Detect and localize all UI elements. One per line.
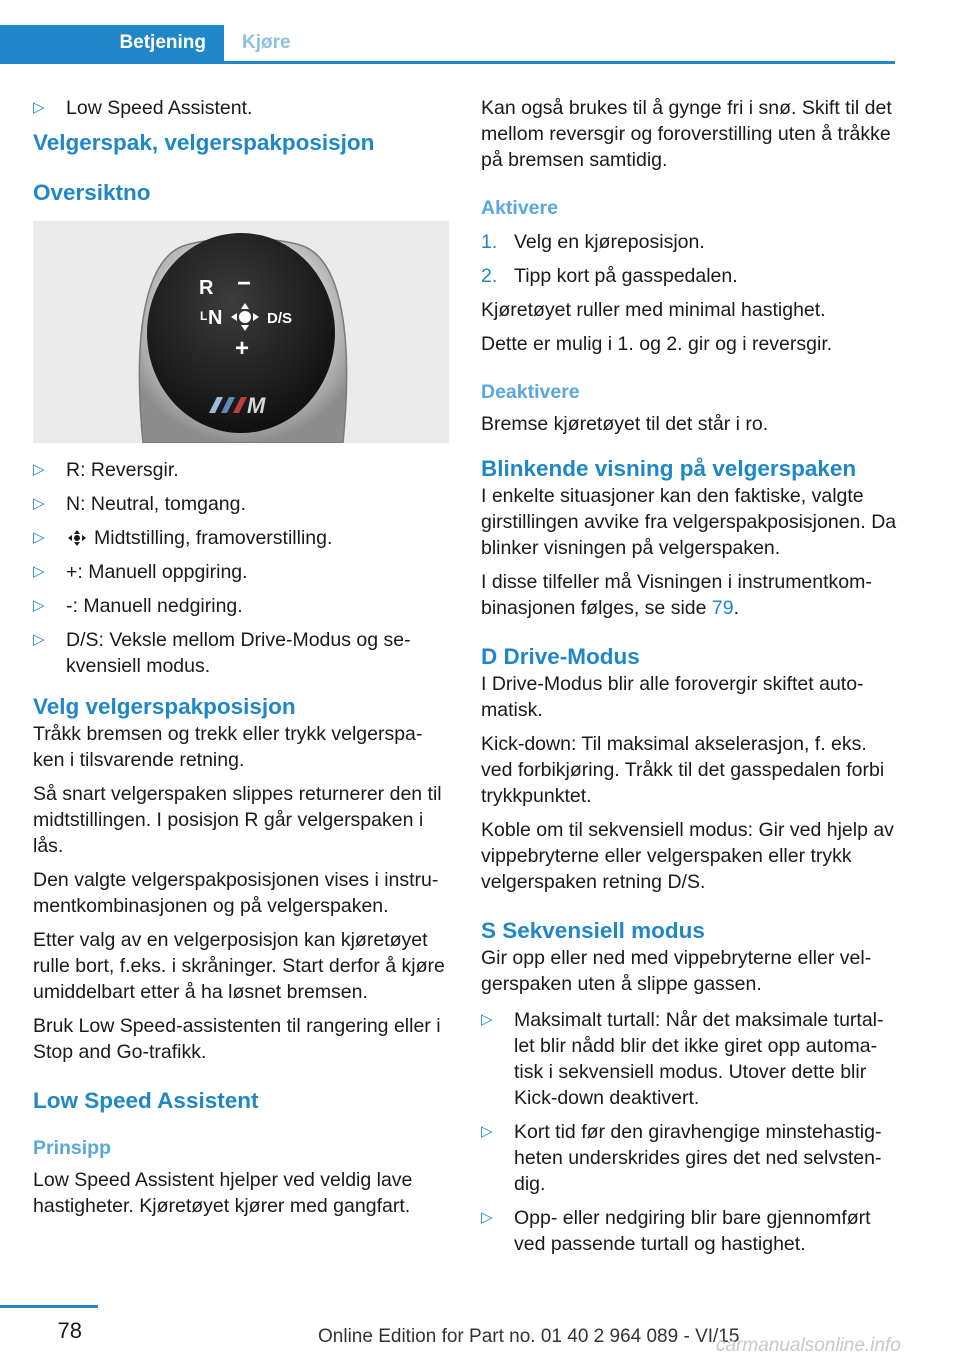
- list-item: ▷ N: Neutral, tomgang.: [33, 491, 449, 517]
- paragraph-text: .: [733, 597, 740, 619]
- paragraph: I Drive-Modus blir alle forovergir skiftet auto-matisk.: [481, 673, 864, 721]
- step-text: Tipp kort på gasspedalen.: [514, 265, 738, 287]
- list-item: ▷ D/S: Veksle mellom Drive-Modus og se-kvensiell modus.: [33, 627, 449, 679]
- heading-activate: Aktivere: [481, 197, 558, 219]
- heading-drive-mode: D Drive-Modus: [481, 644, 640, 669]
- heading-blinking-display: Blinkende visning på velgerspaken: [481, 456, 857, 481]
- paragraph: Den valgte velgerspakposisjonen vises i instru-mentkombinasjonen og på velgerspaken.: [33, 869, 439, 917]
- paragraph-text: I disse tilfeller må Visningen i instrumentkom-binasjonen følges, se side: [481, 571, 872, 619]
- activate-steps: [481, 229, 897, 289]
- top-bullet-list: [33, 95, 449, 121]
- paragraph: Bruk Low Speed-assistenten til rangering eller i Stop and Go-trafikk.: [33, 1015, 441, 1063]
- knob-m-label: M: [247, 393, 266, 418]
- page-number: 78: [57, 1318, 82, 1343]
- tab-kjore[interactable]: Kjøre: [242, 32, 291, 53]
- center-position-icon: [66, 528, 88, 546]
- list-item-text: Midtstilling, framoverstilling.: [94, 527, 333, 549]
- paragraph: Bremse kjøretøyet til det står i ro.: [481, 413, 769, 435]
- left-column: [33, 95, 449, 1219]
- step-number: 1.: [481, 231, 498, 253]
- heading-sequential-mode: S Sekvensiell modus: [481, 918, 705, 943]
- paragraph: Low Speed Assistent hjelper ved veldig lave hastigheter. Kjøretøyet kjører med gangfart.: [33, 1169, 413, 1217]
- paragraph: Så snart velgerspaken slippes returnerer den til midtstillingen. I posisjon R går velgerspaken i lås.: [33, 783, 442, 857]
- watermark: carmanualsonline.info: [716, 1335, 901, 1356]
- list-item: [481, 263, 897, 289]
- paragraph: Kjøretøyet ruller med minimal hastighet.: [481, 299, 826, 321]
- gear-selector-image: [33, 221, 449, 443]
- list-item: [33, 525, 449, 551]
- knob-plus-label: +: [235, 335, 250, 362]
- paragraph: Koble om til sekvensiell modus: Gir ved hjelp av vippebryterne eller velgerspaken eller trykk velgerspaken retning D/S.: [481, 819, 894, 893]
- paragraph: [481, 569, 897, 621]
- list-item: ▷ -: Manuell nedgiring.: [33, 593, 449, 619]
- step-number: 2.: [481, 265, 498, 287]
- heading-deactivate: Deaktivere: [481, 381, 580, 403]
- list-item: ▷ R: Reversgir.: [33, 457, 449, 483]
- page-reference-link[interactable]: 79: [711, 597, 734, 619]
- paragraph: Dette er mulig i 1. og 2. gir og i reversgir.: [481, 333, 833, 355]
- list-item: ▷ Maksimalt turtall: Når det maksimale turtal-let blir nådd blir det ikke giret opp automa-tisk i sekvensiell modus. Utover dette blir Kick-down deaktivert.: [481, 1007, 897, 1111]
- sequential-bullet-list: [481, 1007, 897, 1257]
- paragraph: Kan også brukes til å gynge fri i snø. Skift til det mellom reversgir og foroverstilling uten å tråkke på bremsen samtidig.: [481, 97, 892, 171]
- right-column: [481, 95, 897, 1265]
- step-text: Velg en kjøreposisjon.: [514, 231, 705, 253]
- gear-knob-illustration: [33, 221, 449, 443]
- chapter-tabs: [0, 25, 895, 64]
- heading-select-position: Velg velgerspakposisjon: [33, 694, 296, 719]
- list-item: ▷ Kort tid før den giravhengige minstehastig-heten underskrides gires det ned selvsten-dig.: [481, 1119, 897, 1197]
- position-bullet-list: [33, 457, 449, 679]
- heading-overview: Oversiktno: [33, 180, 151, 205]
- heading-principle: Prinsipp: [33, 1137, 112, 1159]
- paragraph: I enkelte situasjoner kan den faktiske, valgte girstillingen avvike fra velgerspakposisjonen. Da blinker visningen på velgerspaken.: [481, 485, 897, 559]
- heading-low-speed-assistant: Low Speed Assistent: [33, 1088, 259, 1113]
- paragraph: Etter valg av en velgerposisjon kan kjøretøyet rulle bort, f.eks. i skråninger. Start derfor å kjøre umiddelbart etter å ha løsnet bremsen.: [33, 929, 445, 1003]
- knob-n-label: N: [208, 307, 223, 329]
- knob-minus-label: −: [237, 270, 252, 297]
- tab-betjening[interactable]: Betjening: [0, 25, 224, 61]
- list-item: ▷ Opp- eller nedgiring blir bare gjennomført ved passende turtall og hastighet.: [481, 1205, 897, 1257]
- heading-selector-lever: Velgerspak, velgerspakposisjon: [33, 130, 375, 155]
- list-item: ▷ +: Manuell oppgiring.: [33, 559, 449, 585]
- list-item: [481, 229, 897, 255]
- knob-r-label: R: [199, 277, 214, 299]
- edition-note: Online Edition for Part no. 01 40 2 964 089 - VI/15: [318, 1326, 740, 1347]
- list-item: ▷ Low Speed Assistent.: [33, 95, 449, 121]
- paragraph: Gir opp eller ned med vippebryterne eller vel-gerspaken uten å slippe gassen.: [481, 947, 872, 995]
- knob-ds-label: D/S: [267, 310, 293, 327]
- paragraph: Tråkk bremsen og trekk eller trykk velgerspa-ken i tilsvarende retning.: [33, 723, 423, 771]
- knob-l-label: L: [200, 309, 208, 323]
- paragraph: Kick-down: Til maksimal akselerasjon, f. eks. ved forbikjøring. Tråkk til det gasspedalen forbi trykkpunktet.: [481, 733, 885, 807]
- footer-rule: [0, 1305, 98, 1308]
